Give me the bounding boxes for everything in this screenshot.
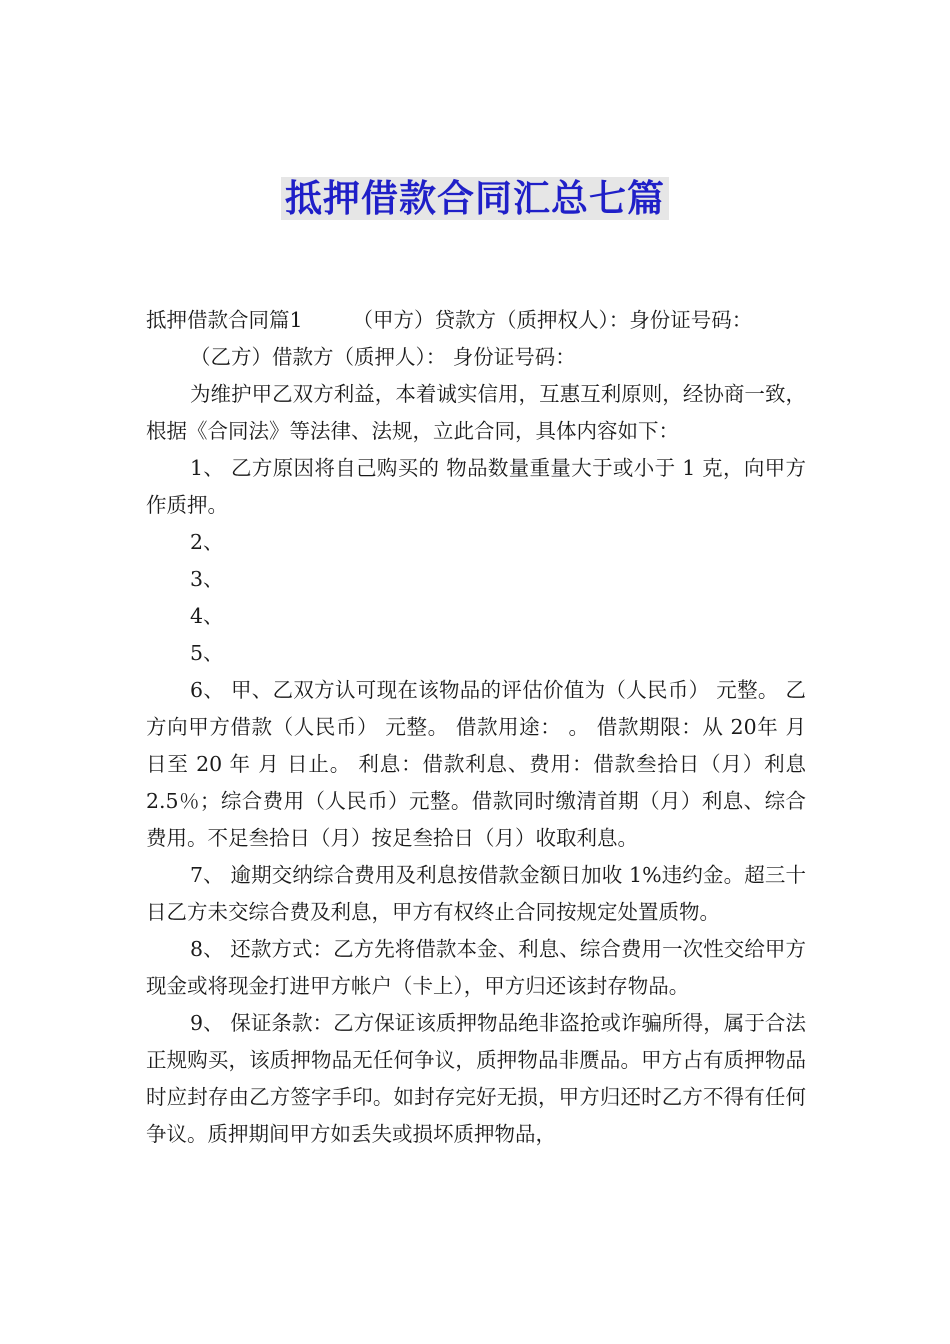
clause-4: 4、 — [190, 604, 224, 628]
clause-6: 6、 甲、乙双方认可现在该物品的评估价值为（人民币） 元整。 乙方向甲方借款（人民币） 元整。 借款用途： 。 借款期限：从 20年 月 日至 20 年 月 日止。 利息：借款利息、费用：借款叁拾日（月）利息 2.5％；综合费用（人民币）元整。借款同时缴清首期（月）利息、综合费用。不足叁拾日（月）按足叁拾日（月）收取利息。 — [146, 678, 806, 850]
clause-2: 2、 — [190, 530, 224, 554]
contract-heading: 抵押借款合同篇1 — [146, 308, 303, 332]
document-title — [0, 172, 950, 226]
clause-3: 3、 — [190, 567, 224, 591]
header-line — [146, 302, 806, 339]
clause-1: 1、 乙方原因将自己购买的 物品数量重量大于或小于 1 克，向甲方作质押。 — [146, 456, 806, 517]
clause-7: 7、 逾期交纳综合费用及利息按借款金额日加收 1%违约金。超三十日乙方未交综合费及利息，甲方有权终止合同按规定处置质物。 — [146, 863, 806, 924]
document-body — [146, 302, 806, 1153]
clause-8: 8、 还款方式：乙方先将借款本金、利息、综合费用一次性交给甲方现金或将现金打进甲方帐户（卡上），甲方归还该封存物品。 — [146, 937, 806, 998]
clause-5: 5、 — [190, 641, 224, 665]
document-title-text: 抵押借款合同汇总七篇 — [281, 177, 669, 220]
party-a-line: （甲方）贷款方（质押权人）：身份证号码： — [352, 308, 753, 332]
intro-paragraph: 为维护甲乙双方利益，本着诚实信用，互惠互利原则，经协商一致，根据《合同法》等法律、法规，立此合同，具体内容如下： — [146, 382, 806, 443]
clause-9: 9、 保证条款：乙方保证该质押物品绝非盗抢或诈骗所得，属于合法正规购买，该质押物品无任何争议，质押物品非赝品。甲方占有质押物品时应封存由乙方签字手印。如封存完好无损，甲方归还时乙方不得有任何争议。质押期间甲方如丢失或损坏质押物品， — [146, 1011, 806, 1146]
party-b-line: （乙方）借款方（质押人）： 身份证号码： — [190, 345, 576, 369]
